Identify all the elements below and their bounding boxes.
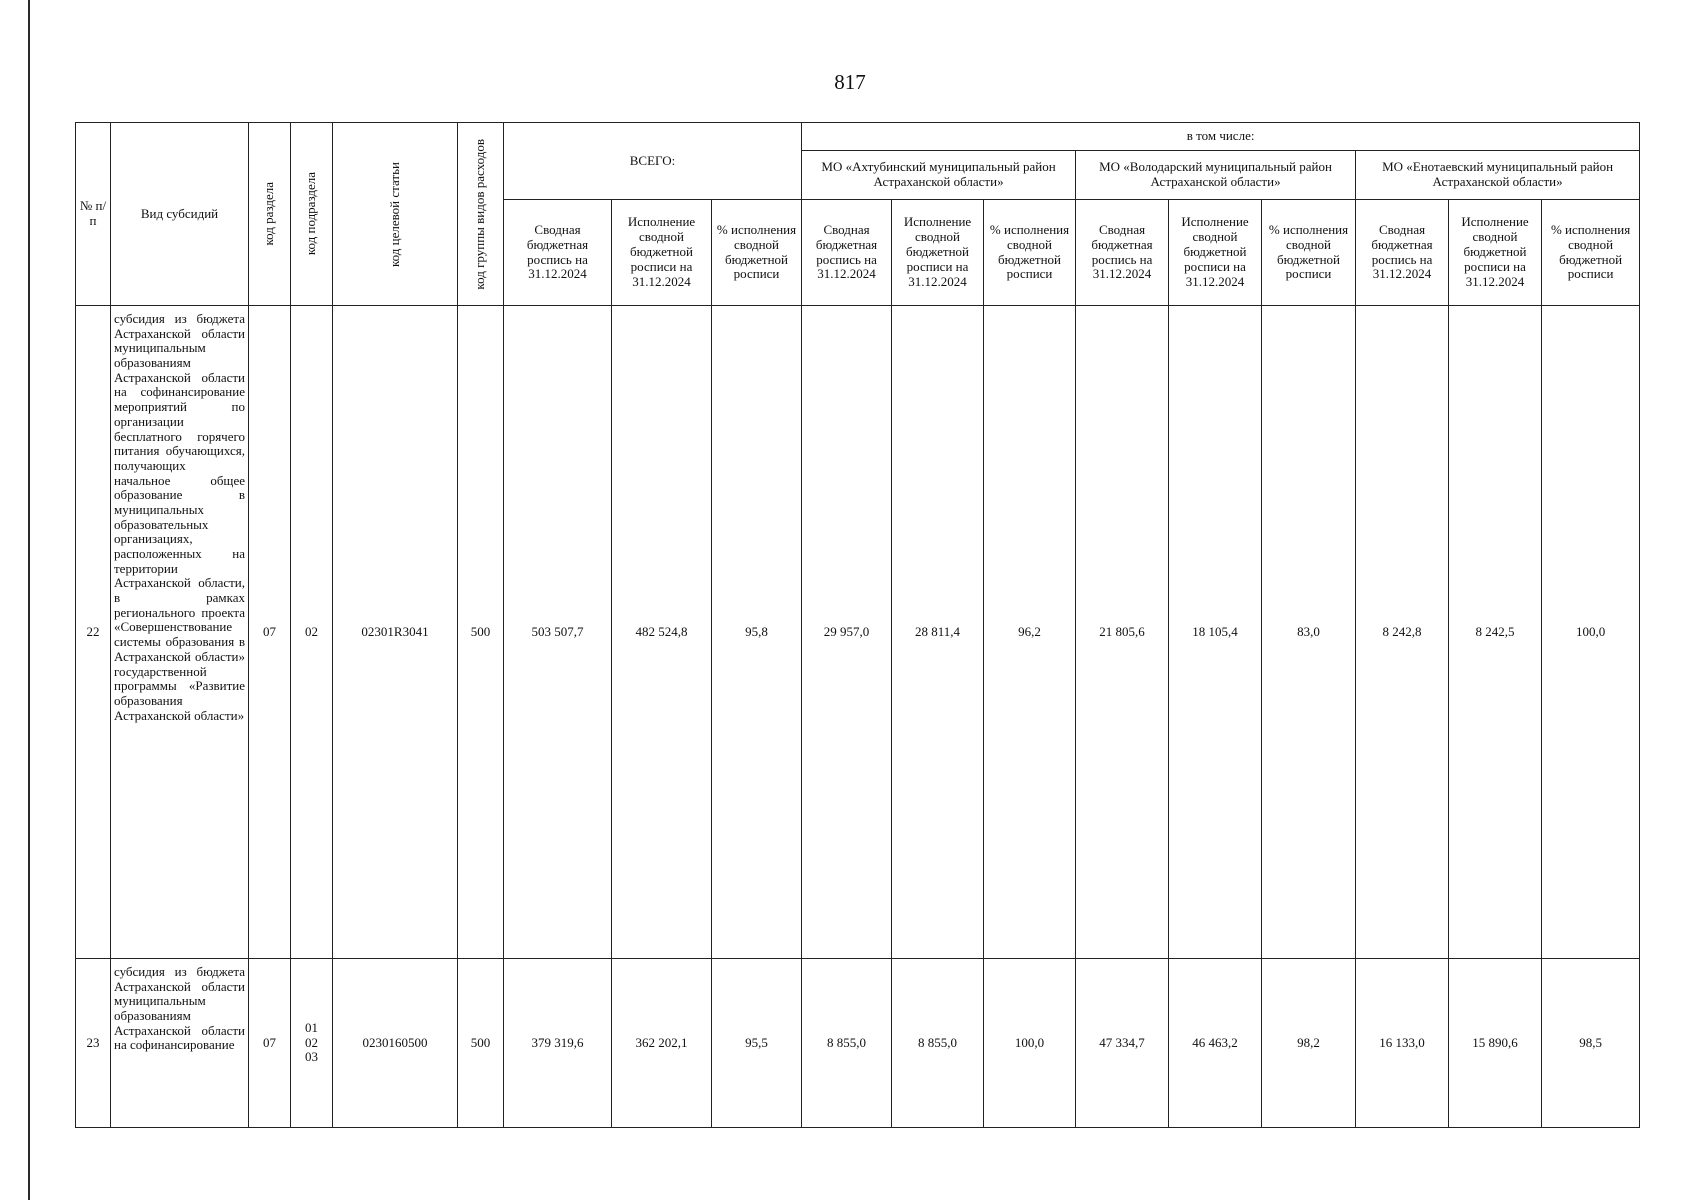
header-mo3-plan: Сводная бюджетная роспись на 31.12.2024 (1356, 200, 1449, 306)
table-row (76, 959, 1640, 1128)
header-mo1-pct: % исполнения сводной бюджетной росписи (984, 200, 1076, 306)
header-total: ВСЕГО: (504, 123, 802, 200)
mo1-exec: 28 811,4 (892, 306, 984, 959)
header-total-plan: Сводная бюджетная роспись на 31.12.2024 (504, 200, 612, 306)
mo2-pct: 98,2 (1262, 959, 1356, 1128)
header-expense-group-code: код группы видов расходов (458, 123, 504, 306)
header-mo1-exec: Исполнение сводной бюджетной росписи на 31.12.2024 (892, 200, 984, 306)
header-subsection-code: код подраздела (291, 123, 333, 306)
header-total-pct: % исполнения сводной бюджетной росписи (712, 200, 802, 306)
mo2-exec: 46 463,2 (1169, 959, 1262, 1128)
total-plan: 503 507,7 (504, 306, 612, 959)
subsidy-description: субсидия из бюджета Астраханской области муниципальным образованиям Астраханской области на софинансирование мероприятий по организации бесплатного горячего питания обучающихся, получающих начальное общее образование в муниципальных образовательных организациях, расположенных на территории Астраханской области, в рамках регионального проекта «Совершенствование системы образования в Астраханской области» государственной программы «Развитие образования Астраханской области» (111, 306, 249, 959)
subsection-code: 01 02 03 (291, 959, 333, 1128)
expense-group-code: 500 (458, 959, 504, 1128)
header-mo2-exec: Исполнение сводной бюджетной росписи на 31.12.2024 (1169, 200, 1262, 306)
header-mo3-pct: % исполнения сводной бюджетной росписи (1542, 200, 1640, 306)
header-subsidy-type: Вид субсидий (111, 123, 249, 306)
header-mo-volodarsky: МО «Володарский муниципальный район Астраханской области» (1076, 151, 1356, 200)
header-row-1 (76, 123, 1640, 151)
expense-group-code: 500 (458, 306, 504, 959)
page-number: 817 (834, 70, 866, 94)
mo2-plan: 47 334,7 (1076, 959, 1169, 1128)
mo1-plan: 8 855,0 (802, 959, 892, 1128)
mo1-exec: 8 855,0 (892, 959, 984, 1128)
page-margin-rule (28, 0, 30, 1200)
mo1-pct: 100,0 (984, 959, 1076, 1128)
target-code: 0230160500 (333, 959, 458, 1128)
header-mo2-pct: % исполнения сводной бюджетной росписи (1262, 200, 1356, 306)
row-number: 23 (76, 959, 111, 1128)
subsidy-description: субсидия из бюджета Астраханской области муниципальным образованиям Астраханской области на софинансирование (111, 959, 249, 1128)
mo3-exec: 15 890,6 (1449, 959, 1542, 1128)
total-plan: 379 319,6 (504, 959, 612, 1128)
mo3-plan: 8 242,8 (1356, 306, 1449, 959)
target-code: 02301R3041 (333, 306, 458, 959)
total-pct: 95,8 (712, 306, 802, 959)
header-mo1-plan: Сводная бюджетная роспись на 31.12.2024 (802, 200, 892, 306)
total-exec: 362 202,1 (612, 959, 712, 1128)
mo3-pct: 100,0 (1542, 306, 1640, 959)
mo3-plan: 16 133,0 (1356, 959, 1449, 1128)
header-total-exec: Исполнение сводной бюджетной росписи на 31.12.2024 (612, 200, 712, 306)
header-including: в том числе: (802, 123, 1640, 151)
header-num: № п/п (76, 123, 111, 306)
table-row (76, 306, 1640, 959)
header-mo2-plan: Сводная бюджетная роспись на 31.12.2024 (1076, 200, 1169, 306)
subsidy-table (75, 122, 1640, 1128)
section-code: 07 (249, 306, 291, 959)
subsection-code: 02 (291, 306, 333, 959)
mo3-exec: 8 242,5 (1449, 306, 1542, 959)
header-mo3-exec: Исполнение сводной бюджетной росписи на 31.12.2024 (1449, 200, 1542, 306)
mo1-pct: 96,2 (984, 306, 1076, 959)
header-mo-enotaevsky: МО «Енотаевский муниципальный район Астраханской области» (1356, 151, 1640, 200)
header-mo-akhtubinsky: МО «Ахтубинский муниципальный район Астраханской области» (802, 151, 1076, 200)
mo1-plan: 29 957,0 (802, 306, 892, 959)
mo3-pct: 98,5 (1542, 959, 1640, 1128)
total-pct: 95,5 (712, 959, 802, 1128)
total-exec: 482 524,8 (612, 306, 712, 959)
header-section-code: код раздела (249, 123, 291, 306)
section-code: 07 (249, 959, 291, 1128)
mo2-plan: 21 805,6 (1076, 306, 1169, 959)
mo2-exec: 18 105,4 (1169, 306, 1262, 959)
row-number: 22 (76, 306, 111, 959)
header-target-code: код целевой статьи (333, 123, 458, 306)
mo2-pct: 83,0 (1262, 306, 1356, 959)
